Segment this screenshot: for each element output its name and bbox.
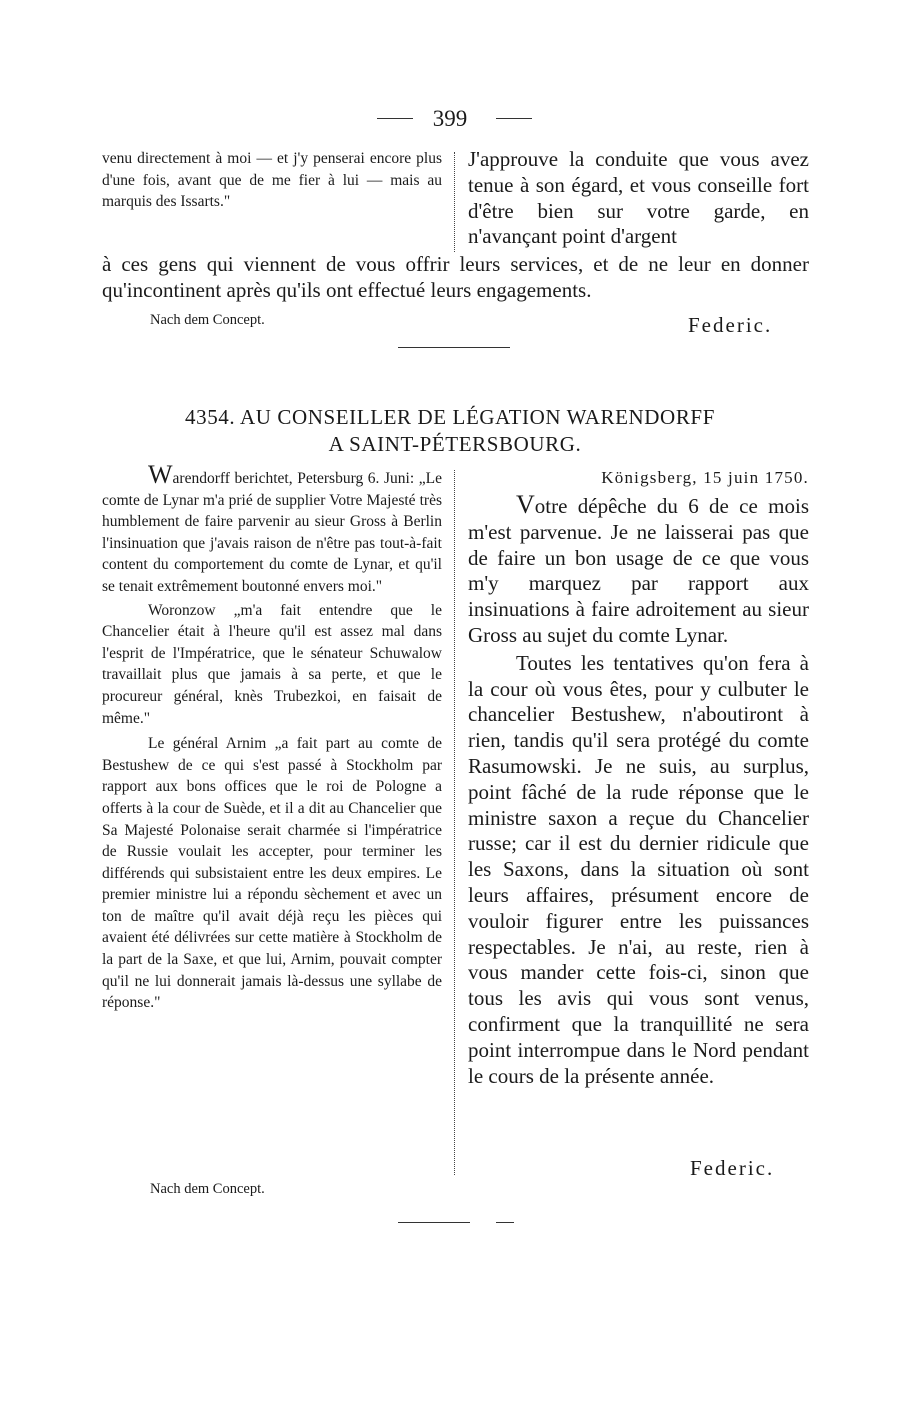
source-note: Nach dem Concept. [150,1181,265,1197]
letter-paragraph-1 [468,492,809,649]
first-capital: V [516,490,535,519]
left-column-summary [102,460,442,1014]
source-note: Nach dem Concept. [150,312,265,328]
page-number-rule-right [496,118,532,119]
page-number: 399 [432,106,468,131]
full-width-paragraph: à ces gens qui viennent de vous offrir leurs services, et de ne leur en donner qu'incontinent après qu'ils ont effectué leurs engagements. [102,252,809,302]
signature: Federic. [690,1156,775,1180]
end-separator [398,1222,470,1223]
section-separator [398,347,510,348]
left-column-note [102,148,442,213]
left-note-text: venu directement à moi — et j'y penserai encore plus d'une fois, avant que de me fier à lui — mais au marquis des Issarts." [102,150,442,211]
right-column-text [468,147,809,250]
end-separator-short [496,1222,514,1223]
letter-number: 4354. [185,405,236,429]
letter-title-line2: A SAINT-PÉTERSBOURG. [328,432,582,456]
full-width-text [102,252,809,304]
first-capital: W [148,460,173,489]
dateline: Königsberg, 15 juin 1750. [601,468,809,487]
letter-title-line1: AU CONSEILLER DE LÉGATION WARENDORFF [239,405,715,429]
right-column-letter [468,492,809,1089]
letter-paragraph-2: Toutes les tentatives qu'on fera à la cour où vous êtes, pour y culbuter le chancelier Bestushew, n'aboutiront à rien, tandis qu'il sera protégé du comte Rasumowski. Je ne suis, au surplus, point fâché de la rude réponse que le ministre saxon a reçue du Chancelier russe; car il est du dernier ridicule que les Saxons, dans la situation où sont leurs affaires, présument encore de vouloir figurer entre les puissances respectables. Je n'ai, au reste, rien à vous mander cette fois-ci, sinon que tous les avis qui vous sont venus, confirment que la tranquillité ne sera point interrompue dans le Nord pendant le cours de la présente année. [468,650,809,1088]
letter-paragraph-1-text: otre dépêche du 6 de ce mois m'est parvenue. Je ne laisserai pas que de faire un bon usage de ce que vous m'y marquez par rapport aux insinuations à faire adroitement au sieur Gross au sujet du comte Lynar. [468,494,809,647]
letter-heading [0,404,900,458]
column-divider [454,152,455,252]
summary-paragraph-1-text: arendorff berichtet, Petersburg 6. Juni: „Le comte de Lynar m'a prié de supplier Votre Majesté très humblement de faire parvenir au sieur Gross à Berlin l'insinuation que j'avais raison de n'être pas tout-à-fait content du comportement du comte de Lynar, et qu'il se tenait extrêmement boutonné envers moi." [102,470,442,595]
column-divider-2 [454,470,455,1175]
summary-paragraph-2: Woronzow „m'a fait entendre que le Chancelier était à l'heure qu'il est assez mal dans l'esprit de l'Impératrice, que le sénateur Schuwalow travaillait plus que jamais à sa perte, et que le procureur général, knès Trubezkoi, en faisait de même." [102,601,442,727]
summary-paragraph-1 [102,460,442,598]
letter-heading-line1 [0,404,900,431]
summary-paragraph-3: Le général Arnim „a fait part au comte de Bestushew de ce qui s'est passé à Stockholm par rapport aux bons offices que le roi de Pologne a offerts à la cour de Suède, et il a dit au Chancelier que Sa Majesté Polonaise serait charmée si l'impératrice de Russie voulait les accepter, pour terminer les différends qui subsistaient entre les deux empires. Le premier ministre lui a répondu sèchement et avec un ton de maître qu'il avait déjà reçu les pièces qui avaient été délivrées sur cette matière à Stockholm de la part de la Saxe, et que lui, Arnim, pouvait compter qu'il ne lui donnerait jamais là-dessus une syllabe de réponse." [102,735,442,1012]
signature: Federic. [688,313,773,337]
right-column-paragraph: J'approuve la conduite que vous avez tenue à son égard, et vous conseille fort d'être bien sur votre garde, en n'avançant point d'argent [468,147,809,249]
